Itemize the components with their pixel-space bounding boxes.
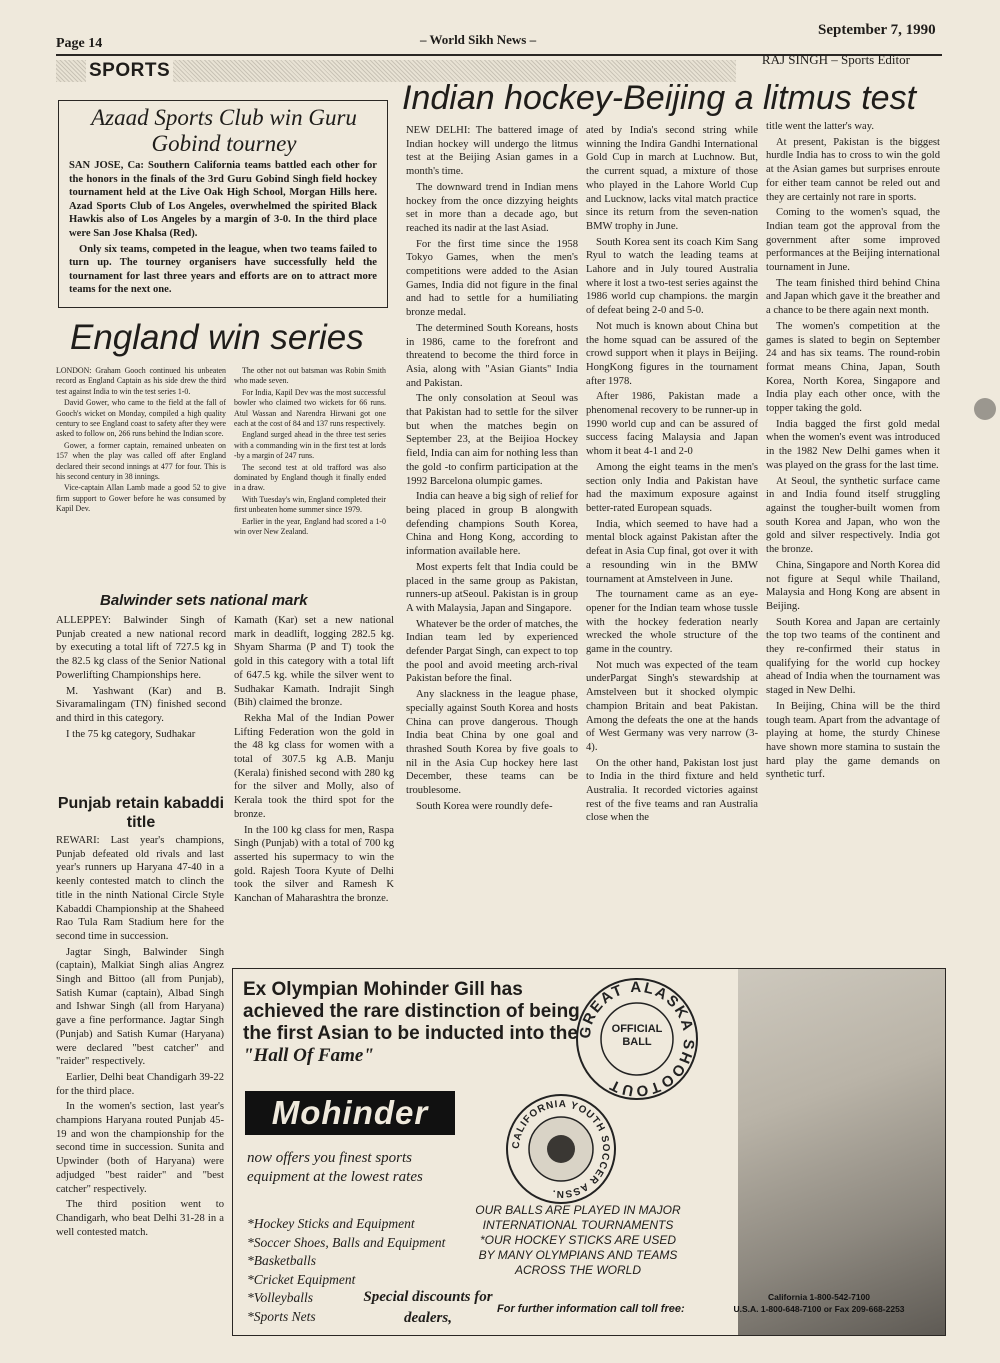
hockey-para: South Korea and Japan are certainly the top two teams of the continent and they re-confirmed their status in qualifying for the world cup hockey ahead of India when the tournament was staged in New Delhi. [766, 616, 940, 697]
hockey-para: At Seoul, the synthetic surface came in and India found itself struggling against the tougher-built women from south Korea and Japan, who won the gold and silver respectively. India got the bronze. [766, 475, 940, 556]
soccer-ball-icon [547, 1135, 575, 1163]
ad-headline [243, 979, 583, 1067]
hockey-para: Not much is known about China but the home squad can be assured of the crowd support when it plays in Beijing. HongKong figures in the tournament after 1978. [586, 320, 758, 387]
hockey-para: Coming to the women's squad, the Indian team got the approval from the government after some improved performances at the Beijing international tournament in June. [766, 207, 940, 274]
hockey-para: Not much was expected of the team underPargat Singh's stewardship at Amstelveen but it shocked olympic champion Britain and beat Pakistan. Among the defeats the one at the hands of West Germany was very narrow (3-4). [586, 659, 758, 753]
kabaddi-para: REWARI: Last year's champions, Punjab defeated old rivals and last year's runners up Haryana 47-40 in a keenly contested match to clinch the title in the ninth National Circle Style Kabaddi Championship at the Shaheed Rao Tula Ram Stadium here for the second time in succession. [56, 835, 224, 942]
sports-editor: RAJ SINGH – Sports Editor [761, 52, 910, 67]
tollfree-label: For further information call toll free: [497, 1303, 685, 1315]
hockey-col-1 [406, 124, 578, 960]
hockey-para: In Beijing, China will be the third tough team. Apart from the advantage of playing at home, the sturdy Chinese have shown more stamina to sustain the hard play the game demands on synthetic turf. [766, 700, 940, 781]
hockey-para: The downward trend in Indian mens hockey from the once dizzying heights set in more than a decade ago, but reached its nadir at the last Asiad. [406, 181, 578, 234]
hockey-para: NEW DELHI: The battered image of Indian hockey will undergo the litmus test at the Beijing Asian games in a month's time. [406, 125, 578, 178]
kabaddi-body [56, 834, 224, 1241]
mohinder-advertisement [232, 968, 946, 1336]
kabaddi-headline: Punjab retain kabaddi title [57, 795, 225, 831]
hockey-para: The determined South Koreans, hosts in 1986, came to the forefront and threatend to become the third force in Asia, along with "Asian Giants" India and Pakistan. [406, 322, 578, 389]
issue-date: September 7, 1990 [818, 22, 936, 38]
england-para: Gower, a former captain, remained unbeaten on 157 when the play was called off after England declared their second innings at 477 for four. This is his second century in 38 innings. [56, 440, 226, 482]
equipment-item: *Sports Nets [247, 1308, 316, 1324]
england-para: For India, Kapil Dev was the most successful bowler who claimed two wickets for 66 runs. Atul Wassan and Narendra Hirwani got one each at the cost of 84 and 137 runs respectively. [234, 387, 386, 429]
ad-headline-text: Ex Olympian Mohinder Gill has achieved the rare distinction of being the first Asian to be inducted into the [243, 979, 580, 1044]
england-para: Vice-captain Allan Lamb made a good 52 to give firm support to Gower before he was consumed by Kapil Dev. [56, 483, 226, 514]
hockey-para: On the other hand, Pakistan lost just to India in the third fixture and held Australia. It recorded victories against rest of the five teams and ran Australia close when the [586, 757, 758, 824]
kabaddi-para: The third position went to Chandigarh, who beat Delhi 31-28 in a well contested match. [56, 1199, 224, 1238]
hockey-col-3 [766, 120, 940, 960]
england-col-1 [56, 366, 226, 516]
seal1-ring-text: GREAT ALASKA SHOOTOUT [576, 978, 698, 1100]
hockey-para: The tournament came as an eye-opener for the Indian team whose tussle with the hockey federation nearly wrecked the whole structure of the game in the country. [586, 589, 758, 656]
balwinder-para: I the 75 kg category, Sudhakar [66, 728, 196, 740]
balwinder-para: Kamath (Kar) set a new national mark in deadlift, logging 282.5 kg. Shyam Sharma (P and T) took the gold in this category with a total lift of 647.5 kg. while the silver went to Sudhakar Kamath. Indrajit Singh (Bih) claimed the bronze. [234, 615, 394, 709]
great-alaska-shootout-seal [571, 973, 703, 1105]
balwinder-col-2 [234, 614, 394, 908]
ad-hall-of-fame: "Hall Of Fame" [243, 1045, 374, 1066]
ad-tagline: now offers you finest sports equipment at the lowest rates [247, 1150, 423, 1185]
azaad-para-2: Only six teams, competed in the league, when two teams failed to turn up. The tourney organisers have successfully held the tournament for last three years and efforts are on to attract more teams for the next one. [69, 243, 377, 296]
england-para: LONDON: Graham Gooch continued his unbeaten record as England Captain as his side drew the third test against India to win the test series 1-0. [56, 366, 226, 396]
hockey-para: ated by India's second string while winning the Indira Gandhi International Gold Cup in march at Luchnow. But, the current squad, a mixture of those who played in the Lahore World Cup and Lucknow, lacks vital match practice since its return from the seven-nation BMW trophy in June. [586, 125, 758, 232]
england-para: The second test at old trafford was also dominated by England though it finally ended in a draw. [234, 462, 386, 493]
hockey-para: The only consolation at Seoul was that Pakistan had to settle for the silver but when the matches begin on September 23, at the Beijioa Hockey field, India can aim for nothing less than the gold -to confirm participation at the 1992 Barcelona olumpic games. [406, 393, 578, 487]
mohinder-logo: Mohinder [245, 1091, 455, 1135]
hockey-para: Among the eight teams in the men's section only India and Pakistan have had the maximum exposure against better-rated European squads. [586, 461, 758, 514]
england-para: The other not out batsman was Robin Smith who made seven. [234, 366, 386, 386]
hockey-para: India can heave a big sigh of relief for being placed in group B alongwith defending champions South Korea, China and Hong Kong, according to information available here. [406, 491, 578, 558]
hockey-para: India bagged the first gold medal when the women's event was introduced in the 1982 New Delhi games when it was played on the grass for the last time. [766, 418, 940, 471]
hockey-para: After 1986, Pakistan made a phenomenal recovery to be runner-up in 1990 world cup and can be assured of success facing Malaysia and Japan whom it beat 4-1 and 2-0 [586, 391, 758, 458]
hockey-col-2 [586, 124, 758, 960]
phone-usa: U.S.A. 1-800-648-7100 or Fax 209-668-2253 [733, 1304, 905, 1314]
hockey-para: South Korea were roundly defe- [416, 800, 553, 812]
england-para: Earlier in the year, England had scored a 1-0 win over New Zealand. [234, 516, 386, 537]
england-para: England surged ahead in the three test series with a commanding win in the first test at lords -by a margin of 247 runs. [234, 430, 386, 461]
hockey-para: India, which seemed to have had a mental block against Pakistan after the defeat in Asia Cup final, got over it with a resounding win in the BMW tournament at Amstelveen in June. [586, 518, 758, 585]
hockey-para: Whatever be the order of matches, the Indian team led by experienced defender Pargat Singh, can expect to top the pool and avoid meeting arch-rival Pakistan before the final. [406, 618, 578, 685]
equipment-item: *Volleyballs [247, 1290, 313, 1306]
england-para: With Tuesday's win, England completed their first unbeaten home summer since 1979. [234, 494, 386, 515]
hockey-headline: Indian hockey-Beijing a litmus test [402, 79, 917, 117]
hockey-para: Any slackness in the league phase, specially against South Korea and hosts China can prove dangerous. Though India beat China by one goal and thrashed South Korea by five goals to nil in the Asia Cup hockey here last December, these teams can be troublesome. [406, 689, 578, 797]
binder-hole [974, 398, 996, 420]
kabaddi-para: Jagtar Singh, Balwinder Singh (captain), Malkiat Singh alias Angrez Singh and Bittoo (all from Punjab), Satish Kumar (captain), Albad Singh and Ishwar Singh (all from Haryana) gave a fine performance. Jagtar Singh (Punjab) and Satish Kumar (Haryana) were declared "best catcher" and "raider" respectively. [56, 946, 224, 1068]
paper-name: – World Sikh News – [420, 32, 537, 47]
azaad-para-1: SAN JOSE, Ca: Southern California teams battled each other for the honors in the finals of the 3rd Guru Gobind Singh field hockey tournament held at the Live Oak High School, Morgan Hills here. Azad Sports Club of Los Angeles, overwhelmed the spirited Black Hawkis also of Los Angeles by a margin of 3-0. In the third place were San Jose Khalsa (Red). [69, 160, 377, 239]
kabaddi-para: In the women's section, last year's champions Haryana routed Punjab 45-19 and won the championship for the second time in succession. Sunita and Upwinder (both of Haryana) were adjudged "best raider" and "best catcher" respectively. [56, 1101, 224, 1195]
section-label: SPORTS [86, 60, 173, 82]
phone-numbers [719, 1291, 919, 1315]
seal1-center-text: OFFICIAL BALL [611, 1023, 663, 1048]
california-youth-soccer-seal [503, 1091, 619, 1207]
hockey-para: The women's competition at the games is slated to begin on September 24 and has six teams. The round-robin format means China, Japan, South Korea, North Korea, Singapore and India play each other once, with the topper taking the gold. [766, 320, 940, 415]
hockey-para: Most experts felt that India could be placed in the same group as Pakistan, runners-up atSeoul. Pakistan is in group A with Malaysia, Japan and Singapore. [406, 561, 578, 614]
balwinder-headline: Balwinder sets national mark [100, 592, 308, 609]
balwinder-col-1 [56, 614, 226, 743]
hockey-para: The team finished third behind China and Japan which gave it the breather and a chance to be there again next month. [766, 277, 940, 317]
hockey-para: title went the latter's way. [766, 121, 875, 132]
balwinder-para: Rekha Mal of the Indian Power Lifting Federation won the gold in the 48 kg class for women with a total of 307.5 kg A.B. Manju (Kerala) finished second with 280 kg for the silver and Molly, also of Kerala took the third spot for the bronze. [234, 712, 394, 820]
england-para: David Gower, who came to the field at the fall of Gooch's wicket on Monday, compiled a high quality century to see England coast to safety after they were asked to follow on, 266 runs behind the Indian score. [56, 398, 226, 439]
equipment-item: *Basketballs [247, 1253, 316, 1269]
balwinder-para: M. Yashwant (Kar) and B. Sivaramalingam (TN) finished second and third in this category. [56, 685, 226, 724]
photo-mohinder-gill [738, 969, 945, 1335]
azaad-body [69, 159, 377, 299]
balwinder-para: In the 100 kg class for men, Raspa Singh (Punjab) with a total of 700 kg asserted his supermacy to win the gold. Rajesh Toora Kyute of Delhi took the silver and Ramesh K Kanchan of Maharashtra the bronze. [234, 824, 394, 905]
equipment-item: *Cricket Equipment [247, 1271, 356, 1287]
azaad-headline: Azaad Sports Club win Guru Gobind tourney [91, 105, 357, 156]
hockey-para: China, Singapore and North Korea did not figure at Sequl while Thailand, Malaysia and Hong Kong are absent in Beijing. [766, 559, 940, 612]
seal2-ring-text: CALIFORNIA YOUTH SOCCER ASSN. [510, 1098, 612, 1200]
kabaddi-para: Earlier, Delhi beat Chandigarh 39-22 for the third place. [56, 1071, 224, 1097]
england-col-2 [234, 366, 386, 539]
balwinder-para: ALLEPPEY: Balwinder Singh of Punjab created a new national record by executing a total lift of 727.5 kg in the 82.5 kg class of the Senior National Powerlifting Championships here. [56, 615, 226, 681]
phone-california: California 1-800-542-7100 [767, 1292, 871, 1302]
hockey-para: For the first time since the 1958 Tokyo Games, when the men's competitions were added to the Asian Games, India did not figure in the final and had to settle for a humiliating bronze medal. [406, 238, 578, 319]
hockey-para: At present, Pakistan is the biggest hurdle India has to cross to win the gold at the Asian games but surprises enroute for either team cannot be reled out and they are certainly not rare in sports. [766, 136, 940, 203]
ad-claims: OUR BALLS ARE PLAYED IN MAJOR INTERNATIONAL TOURNAMENTS *OUR HOCKEY STICKS ARE USED BY MANY OLYMPIANS AND TEAMS ACROSS THE WORLD [475, 1203, 681, 1277]
equipment-item: *Hockey Sticks and Equipment [247, 1216, 415, 1231]
dealer-discounts: Special discounts for dealers, [363, 1289, 493, 1326]
equipment-item: *Soccer Shoes, Balls and Equipment [247, 1234, 446, 1250]
page-number: Page 14 [56, 36, 103, 51]
azaad-story-box [58, 100, 388, 308]
hockey-para: South Korea sent its coach Kim Sang Ryul to watch the leading teams at Lahore and in July toured Australia where it lost a two-test series against the 1986 world cup champions. the margin of defeat being 2-0 and 5-0. [586, 236, 758, 317]
england-headline: England win series [70, 318, 364, 357]
